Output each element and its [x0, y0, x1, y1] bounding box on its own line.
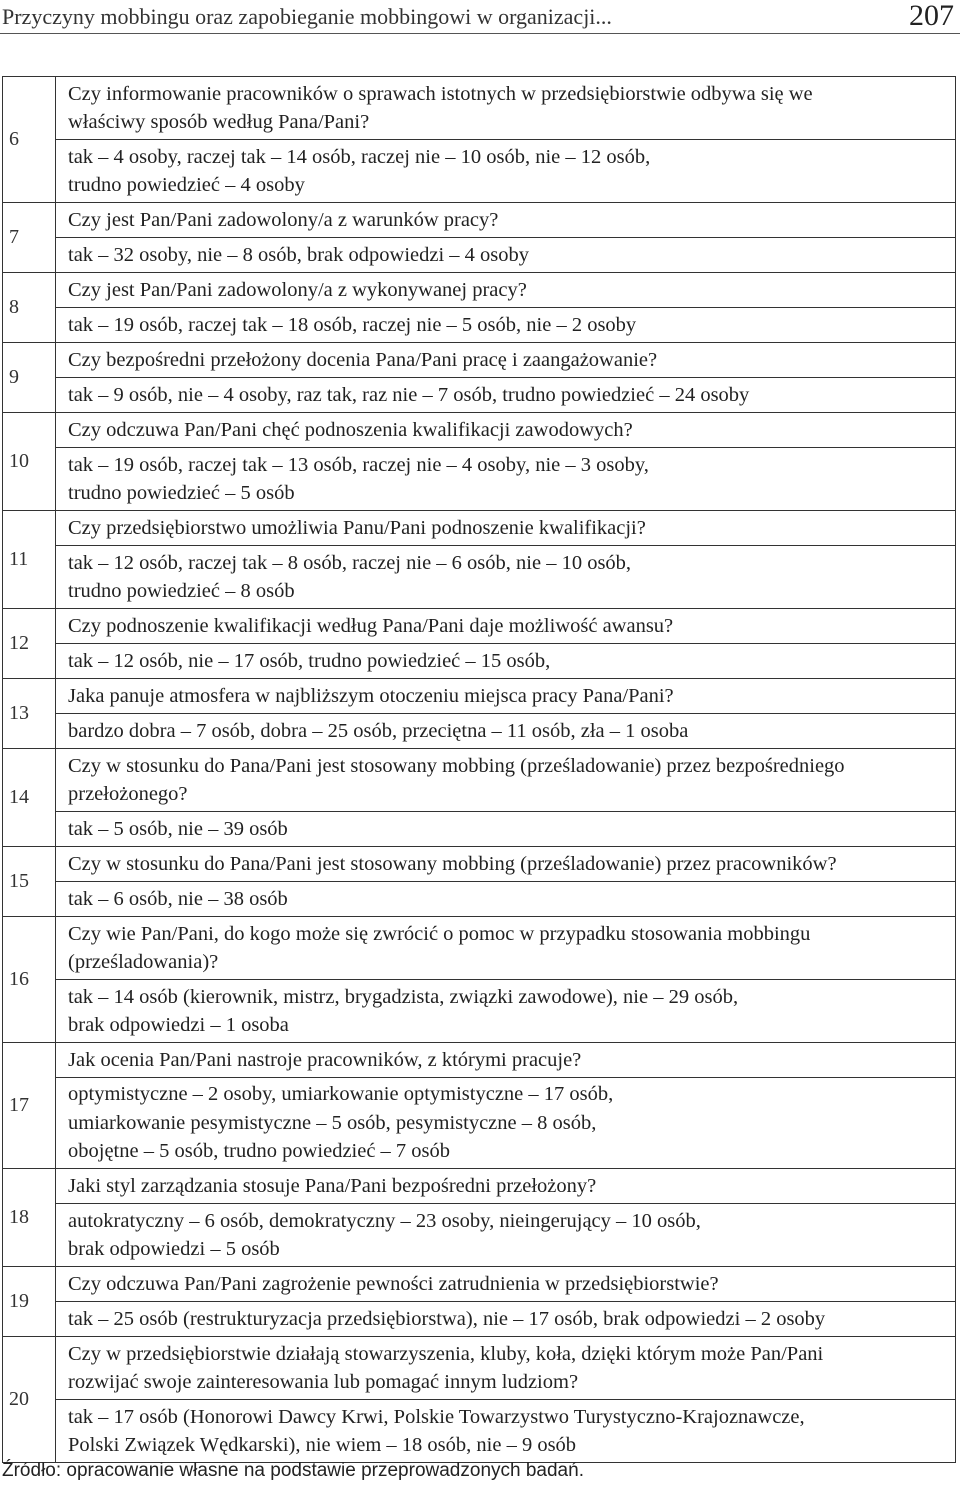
answer-cell: [56, 448, 956, 511]
answer-text: tak – 17 osób (Honorowi Dawcy Krwi, Polskie Towarzystwo Turystyczno-Krajoznawcze,: [68, 1405, 805, 1428]
question-text: właściwy sposób według Pana/Pani?: [68, 111, 370, 133]
question-row: [3, 847, 956, 882]
question-text: Czy podnoszenie kwalifikacji według Pana/Pani daje możliwość awansu?: [68, 614, 674, 637]
question-row: [3, 1169, 956, 1204]
answer-text: obojętne – 5 osób, trudno powiedzieć – 7 osób: [68, 1140, 451, 1163]
answer-text: trudno powiedzieć – 4 osoby: [68, 174, 305, 196]
question-row: [3, 77, 956, 140]
question-cell: [56, 749, 956, 812]
page-header: [0, 0, 960, 34]
answer-text: tak – 32 osoby, nie – 8 osób, brak odpowiedzi – 4 osoby: [68, 243, 530, 266]
answer-text: trudno powiedzieć – 5 osób: [68, 482, 295, 504]
answer-text: trudno powiedzieć – 8 osób: [68, 580, 295, 602]
answer-cell: [56, 1204, 956, 1267]
row-number: 11: [3, 511, 56, 609]
answer-row: [3, 448, 956, 511]
row-number: 12: [3, 609, 56, 679]
answer-cell: [56, 714, 956, 749]
source-note: Źródło: opracowanie własne na podstawie przeprowadzonych badań.: [2, 1460, 584, 1481]
answer-row: [3, 378, 956, 413]
question-cell: [56, 679, 956, 714]
answer-text: bardzo dobra – 7 osób, dobra – 25 osób, przeciętna – 11 osób, zła – 1 osoba: [68, 719, 689, 742]
question-text: Czy jest Pan/Pani zadowolony/a z warunków pracy?: [68, 208, 499, 231]
answer-cell: [56, 1400, 956, 1463]
answer-row: [3, 546, 956, 609]
header-rule: [0, 33, 960, 34]
question-text: przełożonego?: [68, 783, 188, 805]
question-text: Czy odczuwa Pan/Pani chęć podnoszenia kwalifikacji zawodowych?: [68, 418, 633, 441]
question-text: Czy w stosunku do Pana/Pani jest stosowany mobbing (prześladowanie) przez bezpośredniego: [68, 754, 845, 777]
question-cell: [56, 1043, 956, 1078]
answer-cell: [56, 238, 956, 273]
question-cell: [56, 77, 956, 140]
row-number: 6: [3, 77, 56, 203]
question-cell: [56, 917, 956, 980]
survey-table: [2, 76, 956, 1463]
question-text: Czy wie Pan/Pani, do kogo może się zwrócić o pomoc w przypadku stosowania mobbingu: [68, 922, 811, 945]
question-cell: [56, 203, 956, 238]
question-row: [3, 203, 956, 238]
question-cell: [56, 1267, 956, 1302]
answer-row: [3, 882, 956, 917]
question-cell: [56, 273, 956, 308]
answer-text: brak odpowiedzi – 1 osoba: [68, 1014, 289, 1036]
answer-cell: [56, 812, 956, 847]
answer-row: [3, 238, 956, 273]
question-row: [3, 1337, 956, 1400]
row-number: 14: [3, 749, 56, 847]
question-text: Jaki styl zarządzania stosuje Pana/Pani bezpośredni przełożony?: [68, 1174, 597, 1197]
question-text: Czy odczuwa Pan/Pani zagrożenie pewności zatrudnienia w przedsiębiorstwie?: [68, 1272, 719, 1295]
question-row: [3, 609, 956, 644]
question-text: (prześladowania)?: [68, 951, 219, 973]
row-number: 13: [3, 679, 56, 749]
answer-text: Polski Związek Wędkarski), nie wiem – 18 osób, nie – 9 osób: [68, 1434, 577, 1456]
answer-cell: [56, 980, 956, 1043]
question-text: Czy informowanie pracowników o sprawach istotnych w przedsiębiorstwie odbywa się we: [68, 82, 813, 105]
question-cell: [56, 413, 956, 448]
question-cell: [56, 609, 956, 644]
row-number: 9: [3, 343, 56, 413]
answer-text: tak – 14 osób (kierownik, mistrz, brygadzista, związki zawodowe), nie – 29 osób,: [68, 985, 739, 1008]
question-text: Czy bezpośredni przełożony docenia Pana/Pani pracę i zaangażowanie?: [68, 348, 658, 371]
question-text: Jak ocenia Pan/Pani nastroje pracowników, z którymi pracuje?: [68, 1048, 582, 1071]
question-row: [3, 1043, 956, 1078]
row-number: 10: [3, 413, 56, 511]
page-number: 207: [909, 0, 954, 32]
answer-row: [3, 1302, 956, 1337]
answer-row: [3, 1204, 956, 1267]
question-row: [3, 343, 956, 378]
answer-row: [3, 644, 956, 679]
answer-cell: [56, 308, 956, 343]
question-row: [3, 273, 956, 308]
answer-text: tak – 9 osób, nie – 4 osoby, raz tak, raz nie – 7 osób, trudno powiedzieć – 24 osoby: [68, 383, 750, 406]
answer-text: autokratyczny – 6 osób, demokratyczny – 23 osoby, nieingerujący – 10 osób,: [68, 1209, 701, 1232]
answer-text: brak odpowiedzi – 5 osób: [68, 1238, 280, 1260]
answer-text: tak – 4 osoby, raczej tak – 14 osób, raczej nie – 10 osób, nie – 12 osób,: [68, 145, 651, 168]
question-text: Czy przedsiębiorstwo umożliwia Panu/Pani podnoszenie kwalifikacji?: [68, 516, 646, 539]
question-text: rozwijać swoje zainteresowania lub pomagać innym ludziom?: [68, 1371, 579, 1393]
answer-text: optymistyczne – 2 osoby, umiarkowanie optymistyczne – 17 osób,: [68, 1083, 614, 1106]
question-row: [3, 413, 956, 448]
running-title: Przyczyny mobbingu oraz zapobieganie mobbingowi w organizacji...: [2, 4, 612, 29]
row-number: 8: [3, 273, 56, 343]
answer-cell: [56, 140, 956, 203]
row-number: 19: [3, 1267, 56, 1337]
question-text: Czy jest Pan/Pani zadowolony/a z wykonywanej pracy?: [68, 278, 527, 301]
row-number: 16: [3, 917, 56, 1043]
question-text: Czy w przedsiębiorstwie działają stowarzyszenia, kluby, koła, dzięki którym może Pan/Pani: [68, 1342, 824, 1365]
answer-row: [3, 714, 956, 749]
answer-text: tak – 12 osób, nie – 17 osób, trudno powiedzieć – 15 osób,: [68, 649, 551, 672]
question-cell: [56, 343, 956, 378]
answer-text: tak – 19 osób, raczej tak – 13 osób, raczej nie – 4 osoby, nie – 3 osoby,: [68, 453, 649, 476]
answer-cell: [56, 546, 956, 609]
row-number: 20: [3, 1337, 56, 1463]
answer-text: tak – 5 osób, nie – 39 osób: [68, 817, 288, 840]
row-number: 18: [3, 1169, 56, 1267]
question-cell: [56, 1169, 956, 1204]
question-cell: [56, 847, 956, 882]
answer-row: [3, 980, 956, 1043]
question-row: [3, 511, 956, 546]
question-row: [3, 917, 956, 980]
survey-table-body: [3, 77, 956, 1463]
answer-row: [3, 1078, 956, 1169]
answer-row: [3, 140, 956, 203]
question-row: [3, 749, 956, 812]
answer-text: tak – 6 osób, nie – 38 osób: [68, 887, 288, 910]
question-text: Jaka panuje atmosfera w najbliższym otoczeniu miejsca pracy Pana/Pani?: [68, 684, 674, 707]
answer-cell: [56, 644, 956, 679]
question-row: [3, 1267, 956, 1302]
answer-cell: [56, 1302, 956, 1337]
answer-row: [3, 308, 956, 343]
question-cell: [56, 1337, 956, 1400]
answer-cell: [56, 882, 956, 917]
answer-cell: [56, 378, 956, 413]
row-number: 17: [3, 1043, 56, 1169]
answer-row: [3, 812, 956, 847]
answer-text: tak – 19 osób, raczej tak – 18 osób, raczej nie – 5 osób, nie – 2 osoby: [68, 313, 637, 336]
answer-cell: [56, 1078, 956, 1169]
answer-text: tak – 12 osób, raczej tak – 8 osób, raczej nie – 6 osób, nie – 10 osób,: [68, 551, 632, 574]
row-number: 7: [3, 203, 56, 273]
question-text: Czy w stosunku do Pana/Pani jest stosowany mobbing (prześladowanie) przez pracowników?: [68, 852, 837, 875]
answer-text: tak – 25 osób (restrukturyzacja przedsiębiorstwa), nie – 17 osób, brak odpowiedzi – 2 osoby: [68, 1307, 826, 1330]
answer-row: [3, 1400, 956, 1463]
question-row: [3, 679, 956, 714]
row-number: 15: [3, 847, 56, 917]
answer-text: umiarkowanie pesymistyczne – 5 osób, pesymistyczne – 8 osób,: [68, 1111, 597, 1134]
question-cell: [56, 511, 956, 546]
